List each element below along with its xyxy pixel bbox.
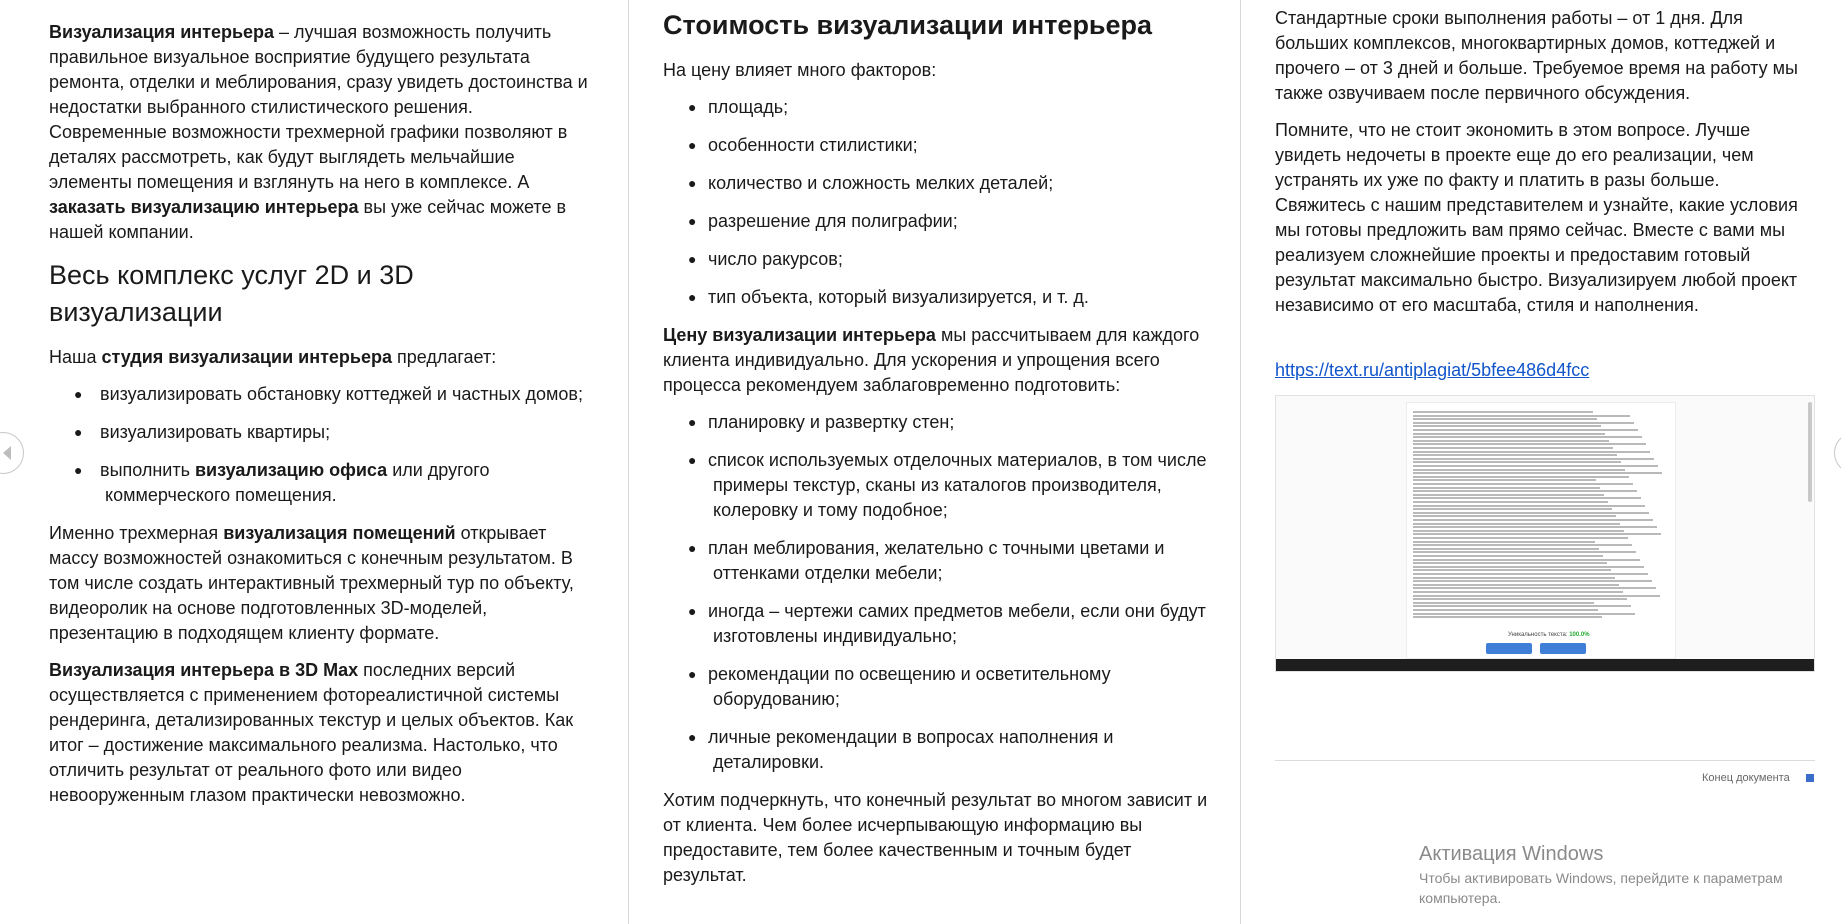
list-item (688, 133, 1208, 158)
report-text-line (1413, 559, 1640, 561)
list-item-text: ● личные рекомендации в вопросах наполнения и деталировки. (708, 727, 1114, 772)
document-end-rule (1275, 760, 1815, 761)
report-text-line (1413, 523, 1620, 525)
report-text-line (1413, 584, 1619, 586)
report-text-line (1413, 526, 1657, 528)
report-text-line (1413, 476, 1629, 478)
report-text-line (1413, 465, 1658, 467)
services-heading: Весь комплекс услуг 2D и 3D визуализации (49, 260, 414, 327)
text: вы уже сейчас можете в нашей компании. (49, 197, 567, 242)
client-paragraph: Хотим подчеркнуть, что конечный результат во многом зависит и от клиента. Чем более исчерпывающую информацию вы предоставите, тем более качественным и точным будет результат. (663, 790, 1208, 885)
uniqueness-value: 100.0% (1569, 632, 1590, 638)
report-text-line (1413, 447, 1613, 449)
report-text-line (1413, 479, 1596, 481)
list-item (688, 209, 1208, 234)
uniqueness-label: Уникальность текста: (1508, 632, 1568, 638)
report-text-line (1413, 461, 1621, 463)
list-item (688, 285, 1208, 310)
text: последних версий осуществляется с применением фотореалистичной системы рендеринга, детализированных текстур и целых объектов. Как итог – достижение максимального реализма. Настолько, что отличить результат от реального фото или видео невооруженным глазом практически невозможно. (49, 660, 574, 805)
advice-paragraph: Помните, что не стоит экономить в этом вопросе. Лучше увидеть недочеты в проекте еще до его реализации, чем устранять их уже по факту и платить в разы больше. Свяжитесь с нашим представителем и узнайте, какие условия мы готовы предложить вам прямо сейчас. Вместе с вами мы реализуем сложнейшие проекты и предоставим готовый результат максимально быстро. Визуализируем любой проект независимо от его масштаба, стиля и наполнения. (1275, 120, 1798, 315)
list-item (688, 536, 1208, 586)
column-3 (1275, 0, 1815, 672)
list-item (688, 410, 1208, 435)
report-text-line (1413, 440, 1609, 442)
report-text-line (1413, 544, 1632, 546)
report-text-line (1413, 616, 1602, 618)
report-text-line (1413, 508, 1612, 510)
list-item-text: ● тип объекта, который визуализируется, и т. д. (708, 287, 1089, 307)
bold-term: визуализация помещений (223, 523, 456, 543)
list-item (74, 420, 594, 445)
services-list (49, 382, 594, 508)
list-item (688, 662, 1208, 712)
report-text-line (1413, 494, 1604, 496)
report-text-line (1413, 501, 1608, 503)
list-item-text: ● планировку и развертку стен; (708, 412, 955, 432)
report-text-line (1413, 566, 1644, 568)
studio-paragraph (49, 345, 594, 370)
list-item-text: ● визуализировать обстановку коттеджей и частных домов; (100, 384, 583, 404)
text: открывает массу возможностей ознакомиться с конечным результатом. В том числе создать интерактивный трехмерный тур по объекту, видеоролик на основе подготовленных 3D-моделей, презентацию в подходящем клиенту формате. (49, 523, 574, 643)
report-text-line (1413, 415, 1630, 417)
3d-paragraph (49, 521, 594, 646)
bold-term: Цену визуализации интерьера (663, 325, 936, 345)
text: Именно трехмерная (49, 523, 224, 543)
taskbar (1276, 659, 1814, 671)
report-text-line (1413, 602, 1594, 604)
scrollbar (1808, 402, 1812, 502)
list-item-text: ● количество и сложность мелких деталей; (708, 173, 1054, 193)
report-text-line (1413, 451, 1650, 453)
report-text-line (1413, 591, 1623, 593)
terms-paragraph: Стандартные сроки выполнения работы – от 1 дня. Для больших комплексов, многоквартирных домов, коттеджей и прочего – от 3 дней и больше. Требуемое время на работу мы также озвучиваем после первичного обсуждения. (1275, 8, 1798, 103)
intro-paragraph (49, 20, 594, 245)
list-item-text: ● иногда – чертежи самих предметов мебели, если они будут изготовлены индивидуально; (708, 601, 1206, 646)
new-check-button (1540, 643, 1586, 654)
report-text-line (1413, 551, 1636, 553)
list-item-text: ● разрешение для полиграфии; (708, 211, 958, 231)
list-item-text: ● число ракурсов; (708, 249, 843, 269)
report-text-line (1413, 483, 1633, 485)
list-item-text: ● список используемых отделочных материалов, в том числе примеры текстур, сканы из каталогов производителя, колеровку и тому подобное; (708, 450, 1207, 520)
windows-activation-title: Активация Windows (1419, 843, 1604, 865)
list-item (688, 725, 1208, 775)
report-text-line (1413, 573, 1648, 575)
list-item (688, 247, 1208, 272)
report-text-line (1413, 587, 1656, 589)
uniqueness-readout (1508, 632, 1590, 638)
report-text-line (1413, 537, 1628, 539)
next-page-button[interactable] (1834, 432, 1841, 474)
list-item-text: ● особенности стилистики; (708, 135, 918, 155)
report-text-line (1413, 425, 1601, 427)
check-button (1486, 643, 1532, 654)
cost-intro: На цену влияет много факторов: (663, 60, 937, 80)
report-text-line (1413, 555, 1603, 557)
text: предлагает: (391, 347, 497, 367)
report-text-line (1413, 472, 1662, 474)
report-text-line (1413, 469, 1625, 471)
report-text-line (1413, 436, 1642, 438)
list-item-text: ● визуализировать квартиры; (100, 422, 331, 442)
report-page (1406, 402, 1676, 659)
bold-term: заказать визуализацию интерьера (49, 197, 359, 217)
column-2 (663, 0, 1208, 900)
report-text-line (1413, 505, 1645, 507)
report-text-line (1413, 541, 1595, 543)
report-text-line (1413, 487, 1600, 489)
windows-activation-subtitle: Чтобы активировать Windows, перейдите к параметрам компьютера. (1419, 870, 1783, 906)
report-text-line (1413, 497, 1641, 499)
report-text-line (1413, 533, 1661, 535)
report-text-line (1413, 512, 1649, 514)
report-text-line (1413, 519, 1653, 521)
report-text-line (1413, 613, 1635, 615)
report-text-line (1413, 454, 1617, 456)
report-text-line (1413, 609, 1598, 611)
report-text-line (1413, 443, 1646, 445)
report-text-line (1413, 580, 1652, 582)
text: мы рассчитываем для каждого клиента индивидуально. Для ускорения и упрощения всего процесса рекомендуем заблаговременно подготовить: (663, 325, 1200, 395)
antiplagiat-screenshot (1275, 395, 1815, 672)
list-item-text: ● план меблирования, желательно с точными цветами и оттенками отделки мебели; (708, 538, 1165, 583)
report-text-line (1413, 458, 1654, 460)
antiplagiat-link[interactable]: https://text.ru/antiplagiat/5bfee486d4fcc (1275, 360, 1590, 380)
column-divider (1240, 0, 1241, 924)
cost-heading: Стоимость визуализации интерьера (663, 10, 1153, 40)
text: или другого коммерческого помещения. (105, 460, 490, 505)
list-item (688, 599, 1208, 649)
text: – лучшая возможность получить правильное визуальное восприятие будущего результата ремонта, отделки и меблирования, сразу увидеть достоинства и недостатки выбранного стилистического решения. Современные возможности трехмерной графики позволяют в деталях рассмотреть, как будут выглядеть мельчайшие элементы помещения и взглянуть на него в комплексе. А (49, 22, 588, 192)
3dmax-paragraph (49, 658, 594, 808)
report-text-line (1413, 530, 1624, 532)
column-1 (49, 0, 594, 820)
text: Наша (49, 347, 102, 367)
list-item-text: ● рекомендации по освещению и осветительному оборудованию; (708, 664, 1111, 709)
report-text-line (1413, 595, 1660, 597)
bold-term: студия визуализации интерьера (101, 347, 392, 367)
report-text-line (1413, 548, 1599, 550)
report-text-line (1413, 433, 1605, 435)
factors-list (663, 95, 1208, 310)
report-text-line (1413, 605, 1631, 607)
list-item-text (100, 458, 594, 508)
list-item (74, 458, 594, 508)
report-text-line (1413, 569, 1611, 571)
column-divider (628, 0, 629, 924)
bold-term: Визуализация интерьера (49, 22, 275, 42)
report-text-line (1413, 422, 1634, 424)
bold-term: визуализацию офиса (194, 460, 388, 480)
prep-list (663, 410, 1208, 775)
end-of-document-label: Конец документа (1702, 772, 1790, 784)
report-text-line (1413, 562, 1607, 564)
price-paragraph (663, 323, 1208, 398)
report-text-line (1413, 577, 1615, 579)
report-text-line (1413, 490, 1637, 492)
report-text-line (1413, 515, 1616, 517)
report-text-line (1413, 429, 1638, 431)
list-item (688, 171, 1208, 196)
report-text-line (1413, 598, 1627, 600)
previous-page-button[interactable] (0, 432, 24, 474)
text: выполнить (100, 460, 195, 480)
report-text-line (1413, 418, 1597, 420)
list-item (688, 95, 1208, 120)
bold-term: Визуализация интерьера в 3D Max (49, 660, 359, 680)
report-text-line (1413, 411, 1593, 413)
list-item (688, 448, 1208, 523)
end-marker-icon (1806, 774, 1814, 782)
list-item (74, 382, 594, 407)
list-item-text: ● площадь; (708, 97, 789, 117)
